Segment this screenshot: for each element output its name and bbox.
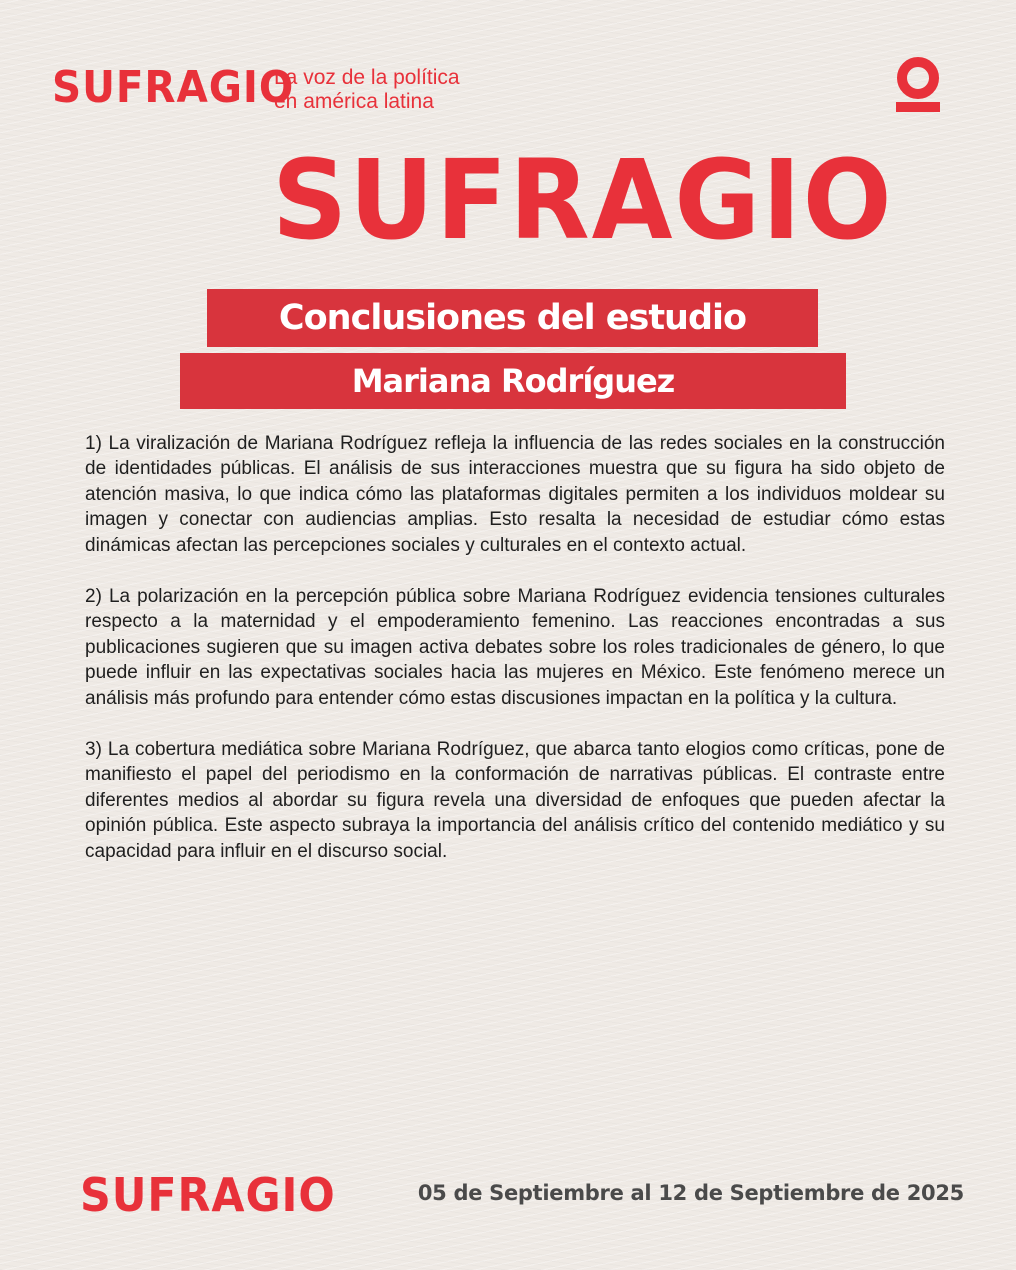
main-logo: SUFRAGIO — [272, 136, 894, 264]
conclusion-paragraph-2: 2) La polarización en la percepción pública sobre Mariana Rodríguez evidencia tensiones culturales respecto a la maternidad y el empoderamiento femenino. Las reacciones encontradas a sus publicaciones sugieren que su imagen activa debates sobre los roles tradicionales de género, lo que puede influir en las expectativas sociales hacia las mujeres en México. Este fenómeno merece un análisis más profundo para entender cómo estas discusiones impactan en la política y la cultura. — [85, 586, 945, 709]
header-logo: SUFRAGIO — [52, 62, 295, 113]
subject-banner — [180, 353, 846, 409]
footer-logo: SUFRAGIO — [80, 1168, 336, 1222]
page-title: Conclusiones del estudio — [278, 298, 747, 338]
conclusion-paragraph-1: 1) La viralización de Mariana Rodríguez refleja la influencia de las redes sociales en la construcción de identidades públicas. El análisis de sus interacciones muestra que su figura ha sido objeto de atención masiva, lo que indica cómo las plataformas digitales permiten a los individuos moldear su imagen y conectar con audiencias amplias. Esto resalta la necesidad de estudiar cómo estas dinámicas afectan las percepciones sociales y culturales en el contexto actual. — [85, 433, 945, 556]
conclusions-body — [85, 431, 945, 890]
tagline-line-1: La voz de la política — [274, 66, 460, 89]
subject-name: Mariana Rodríguez — [351, 362, 675, 400]
tagline — [274, 66, 460, 114]
tagline-line-2: en américa latina — [274, 90, 434, 113]
sufragio-o-mark-icon — [894, 56, 942, 116]
conclusion-paragraph-3: 3) La cobertura mediática sobre Mariana Rodríguez, que abarca tanto elogios como críticas, pone de manifiesto el papel del periodismo en la conformación de narrativas públicas. El contraste entre diferentes medios al abordar su figura revela una diversidad de enfoques que pueden afectar la opinión pública. Este aspecto subraya la importancia del análisis crítico del contenido mediático y su capacidad para influir en el discurso social. — [85, 739, 945, 862]
title-banner — [207, 289, 818, 347]
date-range: 05 de Septiembre al 12 de Septiembre de 2025 — [417, 1181, 964, 1205]
